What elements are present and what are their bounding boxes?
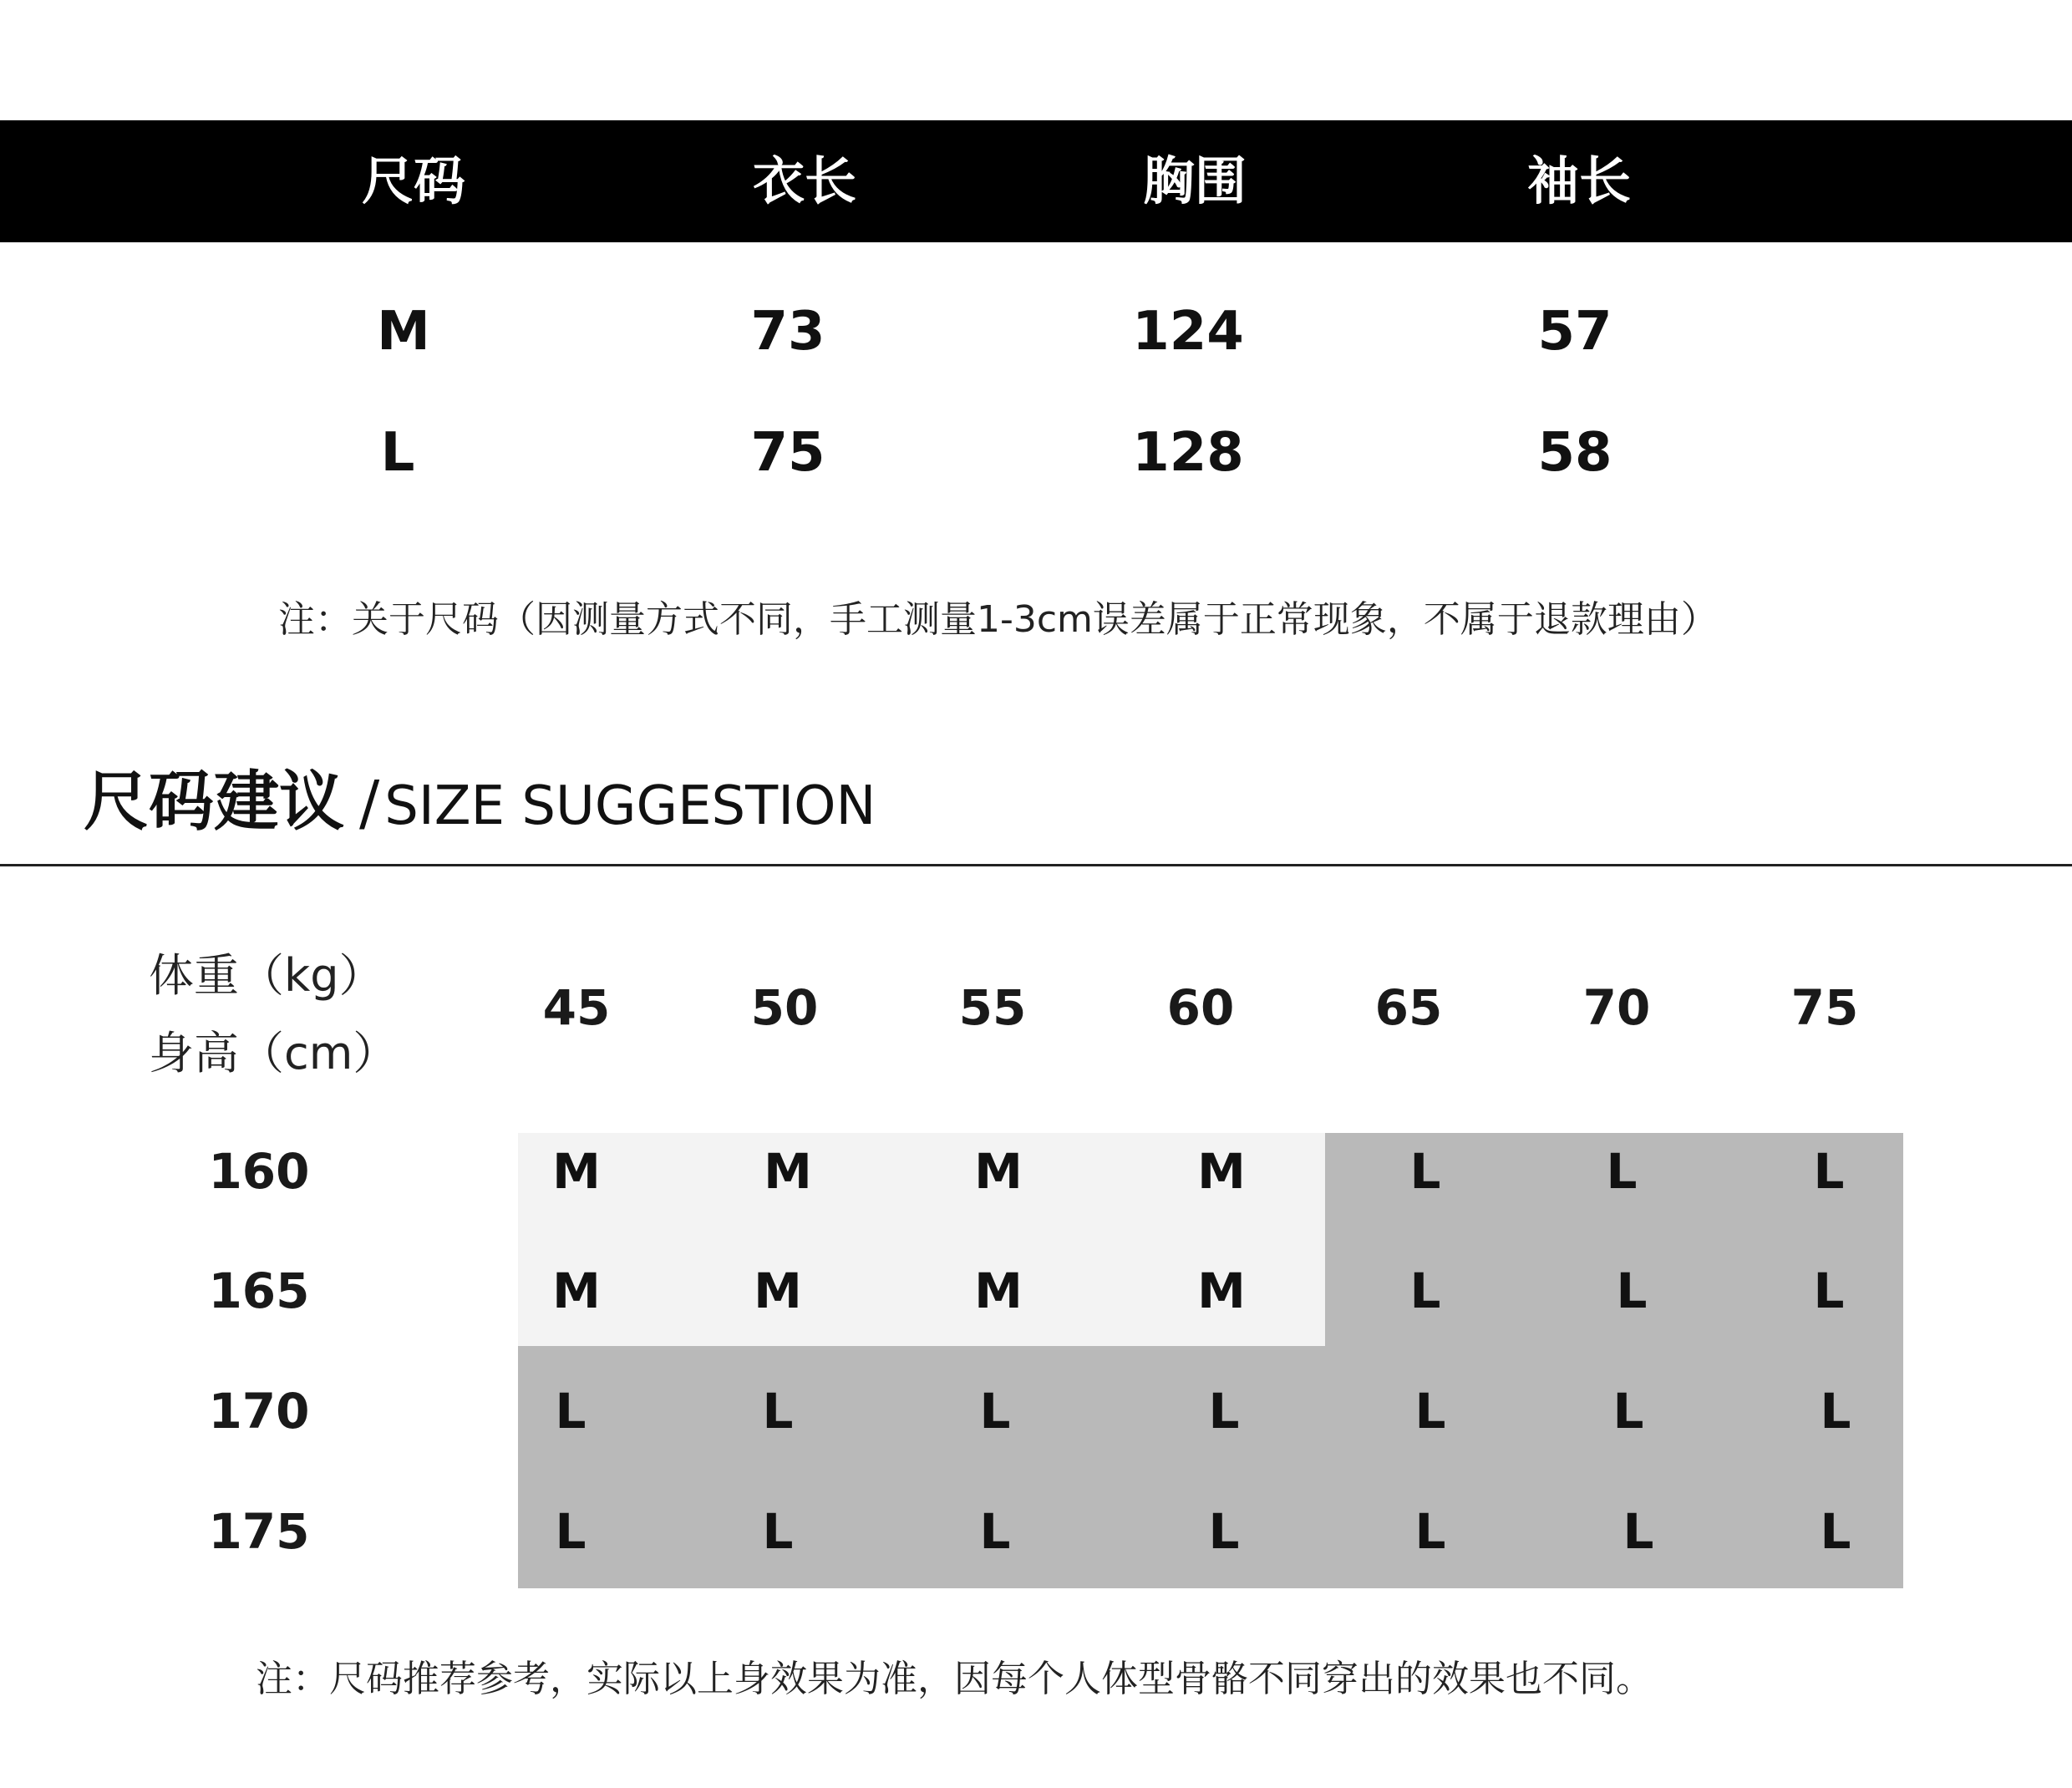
grid-cell: L — [979, 1503, 1011, 1560]
grid-cell: L — [1409, 1262, 1441, 1319]
table-cell: 75 — [750, 422, 825, 484]
size-table-header — [0, 120, 2072, 242]
section-title — [84, 756, 876, 866]
weight-label: 60 — [1166, 979, 1235, 1036]
weight-label: 45 — [542, 979, 611, 1036]
height-label: 170 — [208, 1383, 310, 1440]
grid-cell: M — [1197, 1262, 1246, 1319]
grid-cell: L — [1409, 1143, 1441, 1200]
header-length: 衣长 — [752, 150, 856, 211]
grid-cell: L — [1820, 1383, 1851, 1440]
grid-cell: M — [1197, 1143, 1246, 1200]
grid-cell: L — [1616, 1262, 1648, 1319]
section-title-en: SIZE SUGGESTION — [384, 775, 876, 837]
grid-cell: L — [1208, 1503, 1240, 1560]
grid-cell: L — [762, 1383, 794, 1440]
grid-cell: M — [974, 1143, 1023, 1200]
divider — [0, 864, 2072, 866]
table-cell: 73 — [750, 301, 825, 363]
table-cell: 58 — [1537, 422, 1612, 484]
grid-cell: L — [1414, 1503, 1446, 1560]
grid-cell: L — [1813, 1262, 1845, 1319]
grid-cell: M — [754, 1262, 802, 1319]
grid-cell: M — [552, 1262, 601, 1319]
weight-label: 50 — [750, 979, 819, 1036]
section-title-separator: / — [359, 768, 380, 838]
grid-cell: M — [764, 1143, 812, 1200]
grid-cell: L — [1606, 1143, 1638, 1200]
height-label: 165 — [208, 1262, 310, 1319]
grid-cell: L — [1813, 1143, 1845, 1200]
header-size: 尺码 — [361, 150, 465, 211]
weight-label: 55 — [958, 979, 1027, 1036]
table-cell: 124 — [1132, 301, 1244, 363]
weight-label: 75 — [1790, 979, 1859, 1036]
grid-cell: M — [552, 1143, 601, 1200]
size-table-note: 注：关于尺码（因测量方式不同，手工测量1-3cm误差属于正常现象，不属于退款理由） — [278, 598, 1718, 641]
table-cell: 128 — [1132, 422, 1244, 484]
grid-cell: L — [1414, 1383, 1446, 1440]
grid-cell: L — [555, 1503, 587, 1560]
table-cell: M — [377, 301, 430, 363]
grid-cell: L — [979, 1383, 1011, 1440]
suggestion-note: 注：尺码推荐参考，实际以上身效果为准，因每个人体型骨骼不同穿出的效果也不同。 — [256, 1658, 1653, 1700]
table-cell: L — [380, 422, 415, 484]
weight-label: 70 — [1582, 979, 1651, 1036]
header-sleeve: 袖长 — [1526, 150, 1631, 211]
height-axis-label: 身高（cm） — [149, 1027, 399, 1079]
table-cell: 57 — [1537, 301, 1612, 363]
header-chest: 胸围 — [1142, 150, 1247, 211]
grid-cell: L — [1208, 1383, 1240, 1440]
grid-cell: L — [1623, 1503, 1654, 1560]
section-title-cn: 尺码建议 — [84, 764, 345, 840]
weight-axis-label: 体重（kg） — [149, 949, 384, 1002]
weight-label: 65 — [1374, 979, 1443, 1036]
grid-cell: L — [1612, 1383, 1644, 1440]
height-label: 175 — [208, 1503, 310, 1560]
grid-cell: M — [974, 1262, 1023, 1319]
grid-cell: L — [762, 1503, 794, 1560]
height-label: 160 — [208, 1143, 310, 1200]
grid-cell: L — [555, 1383, 587, 1440]
grid-cell: L — [1820, 1503, 1851, 1560]
